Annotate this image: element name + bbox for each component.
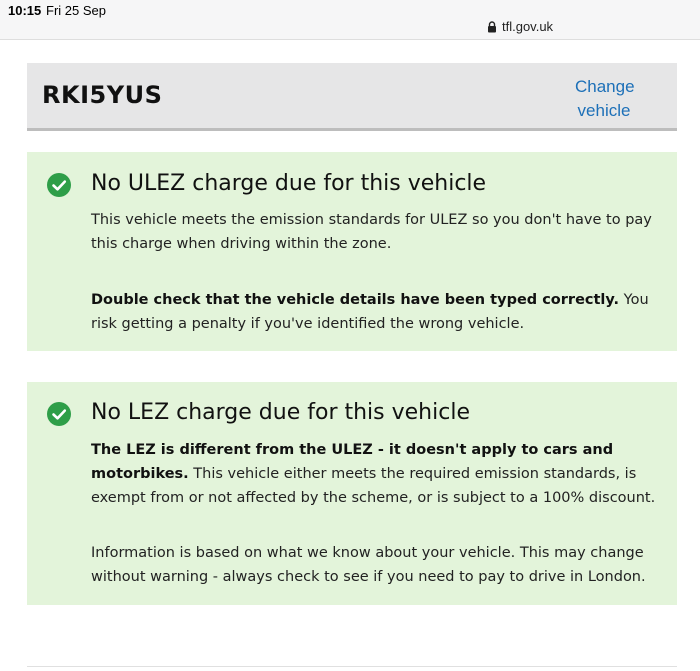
change-vehicle-line2: vehicle xyxy=(577,101,631,120)
lez-body-bold: The LEZ is different from the ULEZ - it doesn't apply to cars and motorbikes. xyxy=(91,442,614,482)
check-circle-icon xyxy=(47,402,71,426)
ulez-warning-bold: Double check that the vehicle details have been typed correctly. xyxy=(91,292,620,308)
status-time: 10:15 xyxy=(8,3,42,18)
vehicle-registration: RKI5YUS xyxy=(42,81,163,109)
lez-info: Information is based on what we know about your vehicle. This may change without warning - always check to see if you need to pay to drive in London. xyxy=(91,545,646,585)
lock-icon xyxy=(487,21,497,33)
lez-body-text: This vehicle either meets the required emission standards, is exempt from or not affected by the scheme, or is subject to a 100% discount. xyxy=(91,466,656,506)
lez-body xyxy=(91,438,666,510)
change-vehicle-line1: Change xyxy=(575,77,635,96)
check-circle-icon xyxy=(47,173,71,197)
ulez-body: This vehicle meets the emission standards for ULEZ so you don't have to pay this charge when driving within the zone. xyxy=(91,212,652,252)
vehicle-summary xyxy=(27,63,677,131)
divider xyxy=(27,666,677,667)
change-vehicle-link[interactable] xyxy=(575,75,633,123)
status-date: Fri 25 Sep xyxy=(46,3,106,18)
ulez-warning xyxy=(91,288,666,336)
address-bar[interactable] xyxy=(487,19,553,34)
ulez-heading: No ULEZ charge due for this vehicle xyxy=(91,171,487,196)
ulez-result-panel xyxy=(27,152,677,351)
status-bar xyxy=(0,0,700,40)
ulez-warning-text: You risk getting a penalty if you've identified the wrong vehicle. xyxy=(91,292,649,332)
url-text: tfl.gov.uk xyxy=(502,19,554,34)
lez-heading: No LEZ charge due for this vehicle xyxy=(91,400,470,425)
lez-result-panel xyxy=(27,382,677,605)
